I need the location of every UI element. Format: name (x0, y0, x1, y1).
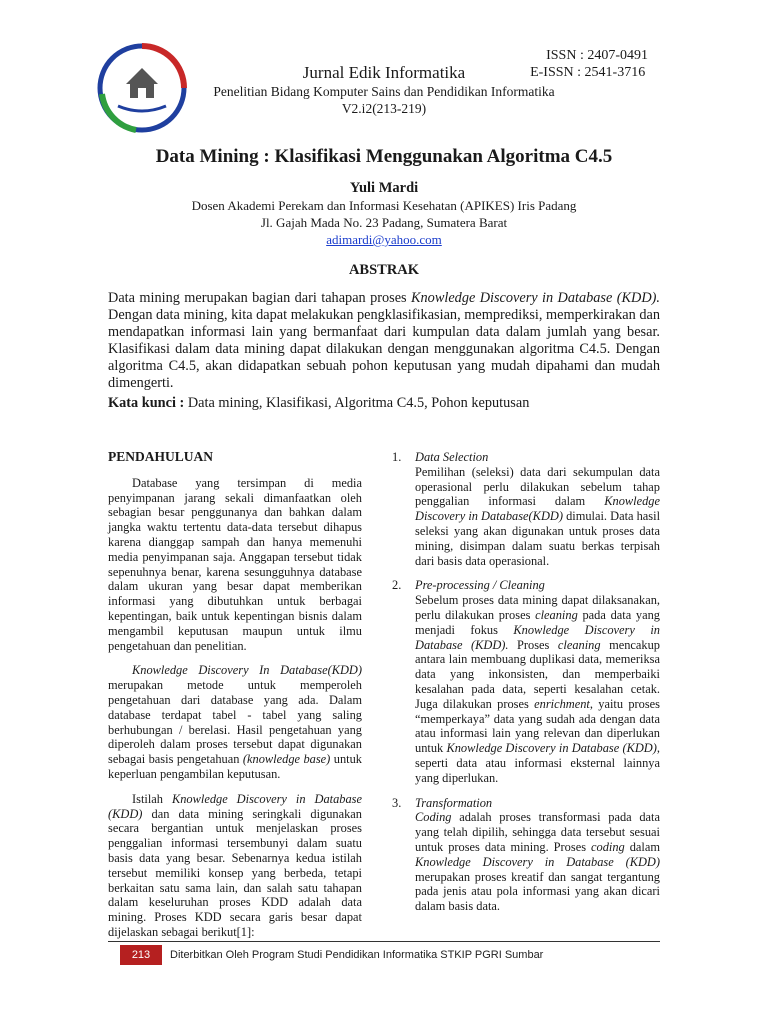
list-item (392, 578, 660, 785)
list-item-text: Pemilihan (seleksi) data dari sekumpulan data operasional perlu dilakukan sebelum tahap penggalian informasi dalam (415, 464, 660, 509)
paragraph-text: dan data mining seringkali digunakan secara bergantian untuk menjelaskan proses penggalian informasi tersembunyi dalam suatu basis data yang besar. Sebenarnya kedua istilah tersebut memiliki konsep yang berbeda, tetapi berkaitan satu sama lain, dan salah satu tahapan dalam keseluruhan proses KDD adalah data mining. Proses KDD secara garis besar dapat dijelaskan sebagai berikut[1]: (108, 806, 362, 939)
author-name: Yuli Mardi (349, 180, 419, 196)
abstract-text-part: Data mining merupakan bagian dari tahapan proses (108, 290, 411, 306)
paragraph-text: untuk keperluan pengambilan keputusan. (108, 752, 362, 781)
list-item-text: dalam (624, 839, 660, 854)
section-heading-pendahuluan: PENDAHULUAN (108, 449, 214, 464)
left-column (108, 450, 362, 950)
affiliation-line-1: Dosen Akademi Perekam dan Informasi Kesehatan (APIKES) Iris Padang (191, 198, 577, 213)
abstract-heading: ABSTRAK (348, 262, 420, 278)
list-number: 1. (392, 450, 402, 464)
page-number: 213 (120, 945, 162, 965)
affiliation-line-2: Jl. Gajah Mada No. 23 Padang, Sumatera Barat (260, 215, 508, 230)
list-number: 2. (392, 578, 402, 593)
list-item-italic: Knowledge Discovery in Database (KDD). (415, 622, 660, 652)
list-item-text: , yaitu proses “memperkaya” data yang sudah ada dengan data atau informasi lain yang relevan dan diperlukan untuk (415, 696, 660, 756)
keywords-list: Data mining, Klasifikasi, Algoritma C4.5, Pohon keputusan (184, 395, 530, 411)
paragraph-text: Istilah (132, 791, 172, 806)
list-item-title: Transformation (415, 795, 493, 810)
list-item (392, 796, 660, 914)
journal-title: Jurnal Edik Informatika (302, 63, 466, 82)
list-item-italic: Knowledge Discovery in Database (KDD) (415, 854, 660, 869)
list-item-title: Data Selection (415, 450, 489, 464)
right-column (392, 450, 660, 924)
list-item-text: dimulai. Data hasil seleksi yang akan digunakan untuk proses data mining, disimpan dalam suatu berkas terpisah dari basis data operasional. (415, 509, 661, 568)
paragraph (108, 476, 362, 654)
list-item-text: Proses (508, 637, 558, 652)
journal-volume: V2.i2(213-219) (341, 101, 427, 116)
abstract-text-italic: Knowledge Discovery in Database (KDD). (410, 290, 660, 306)
paragraph (108, 663, 362, 781)
abstract-text-part: Dengan data mining, kita dapat melakukan pengklasifikasian, memprediksi, memperkirakan dan mendapatkan informasi lain yang bermanfaat dari kumpulan data dalam jumlah yang besar. Klasifikasi dalam data mining dapat dilakukan dengan menggunakan algoritma C4.5. Dengan algoritma C4.5, akan didapatkan sebuah pohon keputusan yang mudah dipahami dan mudah dimengerti. (108, 307, 660, 391)
list-item-text: Sebelum proses data mining dapat dilaksanakan, perlu dilakukan proses (415, 593, 660, 622)
paragraph (108, 792, 362, 940)
list-item-text: , seperti data atau informasi eksternal lainnya yang diperlukan. (415, 741, 660, 785)
list-number: 3. (392, 795, 402, 810)
issn: ISSN : 2407-0491 (546, 48, 648, 63)
paragraph-text: Database yang tersimpan di media penyimpanan jarang sekali dimanfaatkan oleh sebagian besar penggunanya dan bahkan dalam jangka waktu tertentu data-data tersebut dihapus karena dianggap sampah dan hanya memenuhi media penyimpanan saja. Anggapan tersebut tidak sepenuhnya benar, karena sesungguhnya database dalam ukuran yang besar dapat memberikan informasi yang dibutuhkan untuk berbagai kepentingan, baik untuk kepentingan bisnis dalam mengambil keputusan maupun untuk ilmu pengetahuan dan penelitian. (108, 475, 362, 653)
paragraph-italic: Knowledge Discovery in Database (KDD) (108, 791, 362, 821)
list-item-italic: coding (591, 839, 625, 854)
list-item-text: mencakup antara lain membuang duplikasi data, memeriksa data yang inkonsisten, dan memperbaiki kesalahan pada data, seperti kesalahan cetak. Juga dilakukan proses (415, 637, 660, 711)
list-item (392, 450, 660, 568)
journal-subtitle: Penelitian Bidang Komputer Sains dan Pendidikan Informatika (213, 84, 555, 99)
list-item-text: merupakan proses kreatif dan sangat tergantung pada jenis atau pola informasi yang akan dicari dalam basis data. (415, 869, 660, 914)
list-item-italic: cleaning (535, 607, 578, 622)
list-item-italic: Coding (415, 810, 452, 825)
affiliation-block (0, 197, 768, 248)
keywords-label: Kata kunci : (108, 395, 185, 411)
paragraph-italic: (knowledge base) (242, 752, 331, 767)
footer-divider (108, 941, 660, 942)
journal-subtitle-block (0, 83, 768, 117)
list-item-text: adalah proses transformasi pada data yang telah dipilih, sehingga data tersebut sesuai untuk proses data mining. Proses (415, 810, 660, 854)
paper-title: Data Mining : Klasifikasi Menggunakan Algoritma C4.5 (155, 146, 613, 167)
footer-publisher: Diterbitkan Oleh Program Studi Pendidikan Informatika STKIP PGRI Sumbar (170, 949, 544, 961)
abstract-text (108, 290, 660, 392)
keywords (108, 395, 660, 412)
list-item-title: Pre-processing / Cleaning (415, 578, 545, 593)
list-item-italic: cleaning (557, 637, 601, 652)
paragraph-italic: Knowledge Discovery In Database(KDD) (132, 663, 362, 678)
list-item-italic: Knowledge Discovery in Database(KDD) (415, 494, 660, 524)
author-email-link[interactable]: adimardi@yahoo.com (326, 232, 442, 247)
list-item-text: pada data yang menjadi fokus (415, 607, 660, 637)
paragraph-text: merupakan metode untuk memperoleh pengetahuan dari database yang ada. Dalam database terdapat tabel - tabel yang saling berhubungan / berelasi. Hasil pengetahuan yang diperoleh dalam proses tersebut dapat digunakan sebagai basis pengetahuan (108, 678, 362, 767)
eissn: E-ISSN : 2541-3716 (530, 65, 646, 80)
list-item-italic: enrichment (534, 696, 590, 711)
list-item-italic: Knowledge Discovery in Database (KDD) (446, 741, 657, 756)
